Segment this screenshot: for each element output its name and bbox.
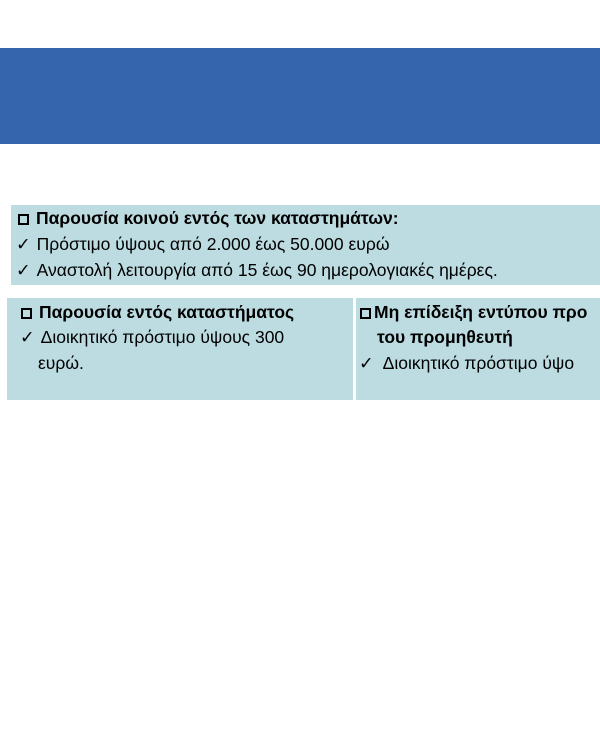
list-item: ✓ Διοικητικό πρόστιμο ύψο (359, 353, 575, 373)
list-item: ✓ Πρόστιμο ύψους από 2.000 έως 50.000 ευρώ (16, 234, 390, 254)
penalty-box-store-presence (7, 298, 600, 400)
column-divider (353, 298, 356, 400)
checkmark-icon: ✓ (20, 327, 35, 347)
list-item-continuation: ευρώ. (38, 353, 84, 373)
box-heading-continuation: του προμηθευτή (377, 327, 513, 347)
box-heading: Μη επίδειξη εντύπου προ (360, 301, 587, 323)
checkbox-bullet-icon (360, 308, 371, 319)
checkbox-bullet-icon (21, 308, 32, 319)
checkmark-icon: ✓ (359, 353, 374, 373)
checkmark-icon: ✓ (16, 260, 31, 280)
checkbox-bullet-icon (18, 214, 29, 225)
box-heading: Παρουσία εντός καταστήματος (21, 301, 294, 323)
list-item: ✓ Αναστολή λειτουργία από 15 έως 90 ημερολογιακές ημέρες. (16, 260, 498, 280)
list-item: ✓ Διοικητικό πρόστιμο ύψους 300 (20, 327, 285, 347)
header-band (0, 48, 600, 144)
checkmark-icon: ✓ (16, 234, 31, 254)
box-heading: Παρουσία κοινού εντός των καταστημάτων: (18, 207, 399, 229)
penalty-box-public-presence (11, 205, 600, 285)
